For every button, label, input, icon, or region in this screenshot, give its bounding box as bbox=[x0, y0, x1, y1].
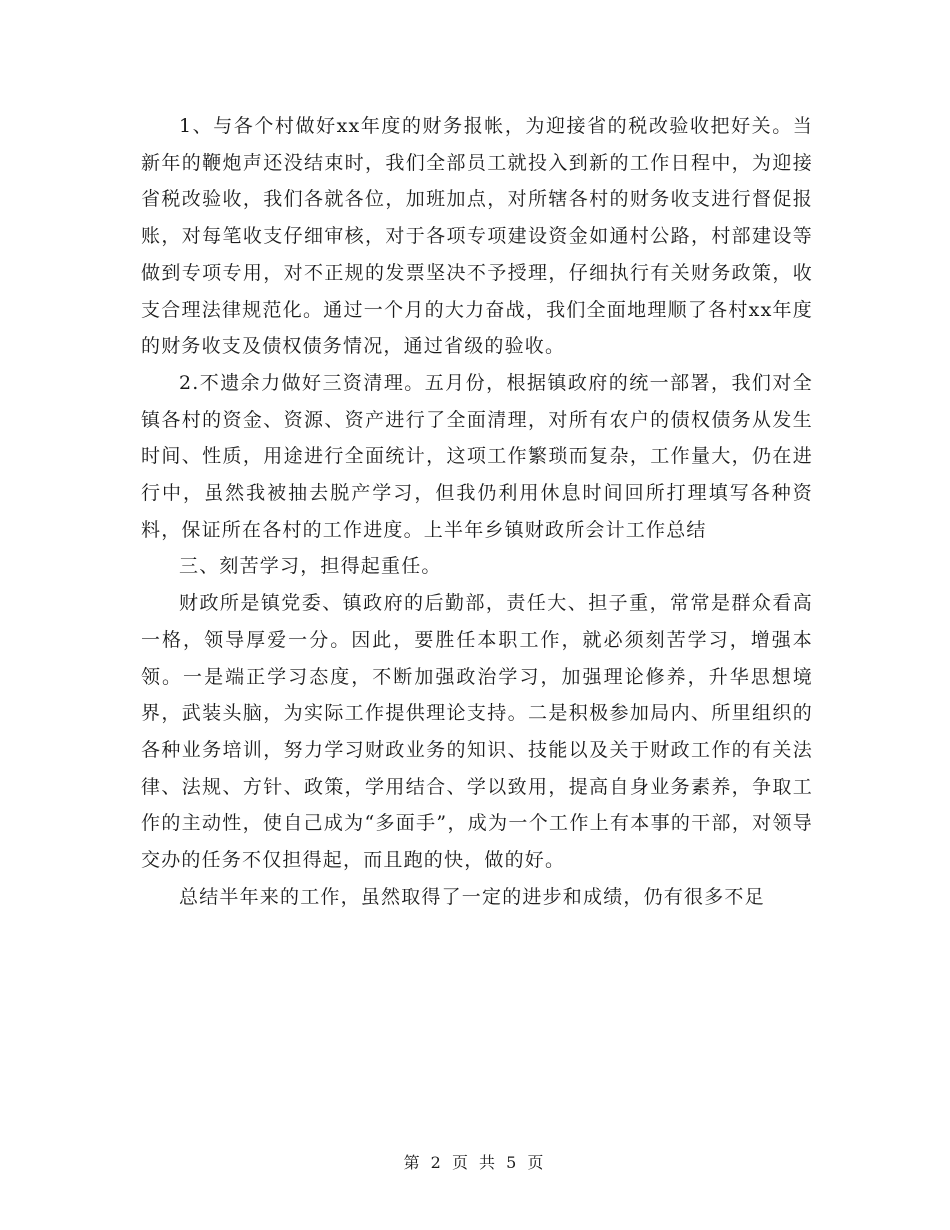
paragraph-4: 总结半年来的工作，虽然取得了一定的进步和成绩，仍有很多不足 bbox=[179, 885, 765, 908]
document-body bbox=[141, 108, 813, 915]
section-heading: 三、刻苦学习，担得起重任。 bbox=[179, 555, 442, 578]
paragraph-1: 1、与各个村做好xx年度的财务报帐，为迎接省的税改验收把好关。当新年的鞭炮声还没结束时，我们全部员工就投入到新的工作日程中，为迎接省税改验收，我们各就各位，加班加点，对所辖各村的财务收支进行督促报账，对每笔收支仔细审核，对于各项专项建设资金如通村公路，村部建设等做到专项专用，对不正规的发票坚决不予授理，仔细执行有关财务政策，收支合理法律规范化。通过一个月的大力奋战，我们全面地理顺了各村xx年度的财务收支及债权债务情况，通过省级的验收。 bbox=[141, 115, 813, 358]
paragraph-3: 财政所是镇党委、镇政府的后勤部，责任大、担子重，常常是群众看高一格，领导厚爱一分。因此，要胜任本职工作，就必须刻苦学习，增强本领。一是端正学习态度，不断加强政治学习，加强理论修养，升华思想境界，武装头脑，为实际工作提供理论支持。二是积极参加局内、所里组织的各种业务培训，努力学习财政业务的知识、技能以及关于财政工作的有关法律、法规、方针、政策，学用结合、学以致用，提高自身业务素养，争取工作的主动性，使自己成为“多面手”，成为一个工作上有本事的干部，对领导交办的任务不仅担得起，而且跑的快，做的好。 bbox=[141, 592, 813, 872]
paragraph-2: 2.不遗余力做好三资清理。五月份，根据镇政府的统一部署，我们对全镇各村的资金、资源、资产进行了全面清理，对所有农户的债权债务从发生时间、性质，用途进行全面统计，这项工作繁琐而复杂，工作量大，仍在进行中，虽然我被抽去脱产学习，但我仍利用休息时间回所打理填写各种资料，保证所在各村的工作进度。上半年乡镇财政所会计工作总结 bbox=[141, 371, 813, 541]
page-number-footer: 第 2 页 共 5 页 bbox=[403, 1153, 547, 1172]
